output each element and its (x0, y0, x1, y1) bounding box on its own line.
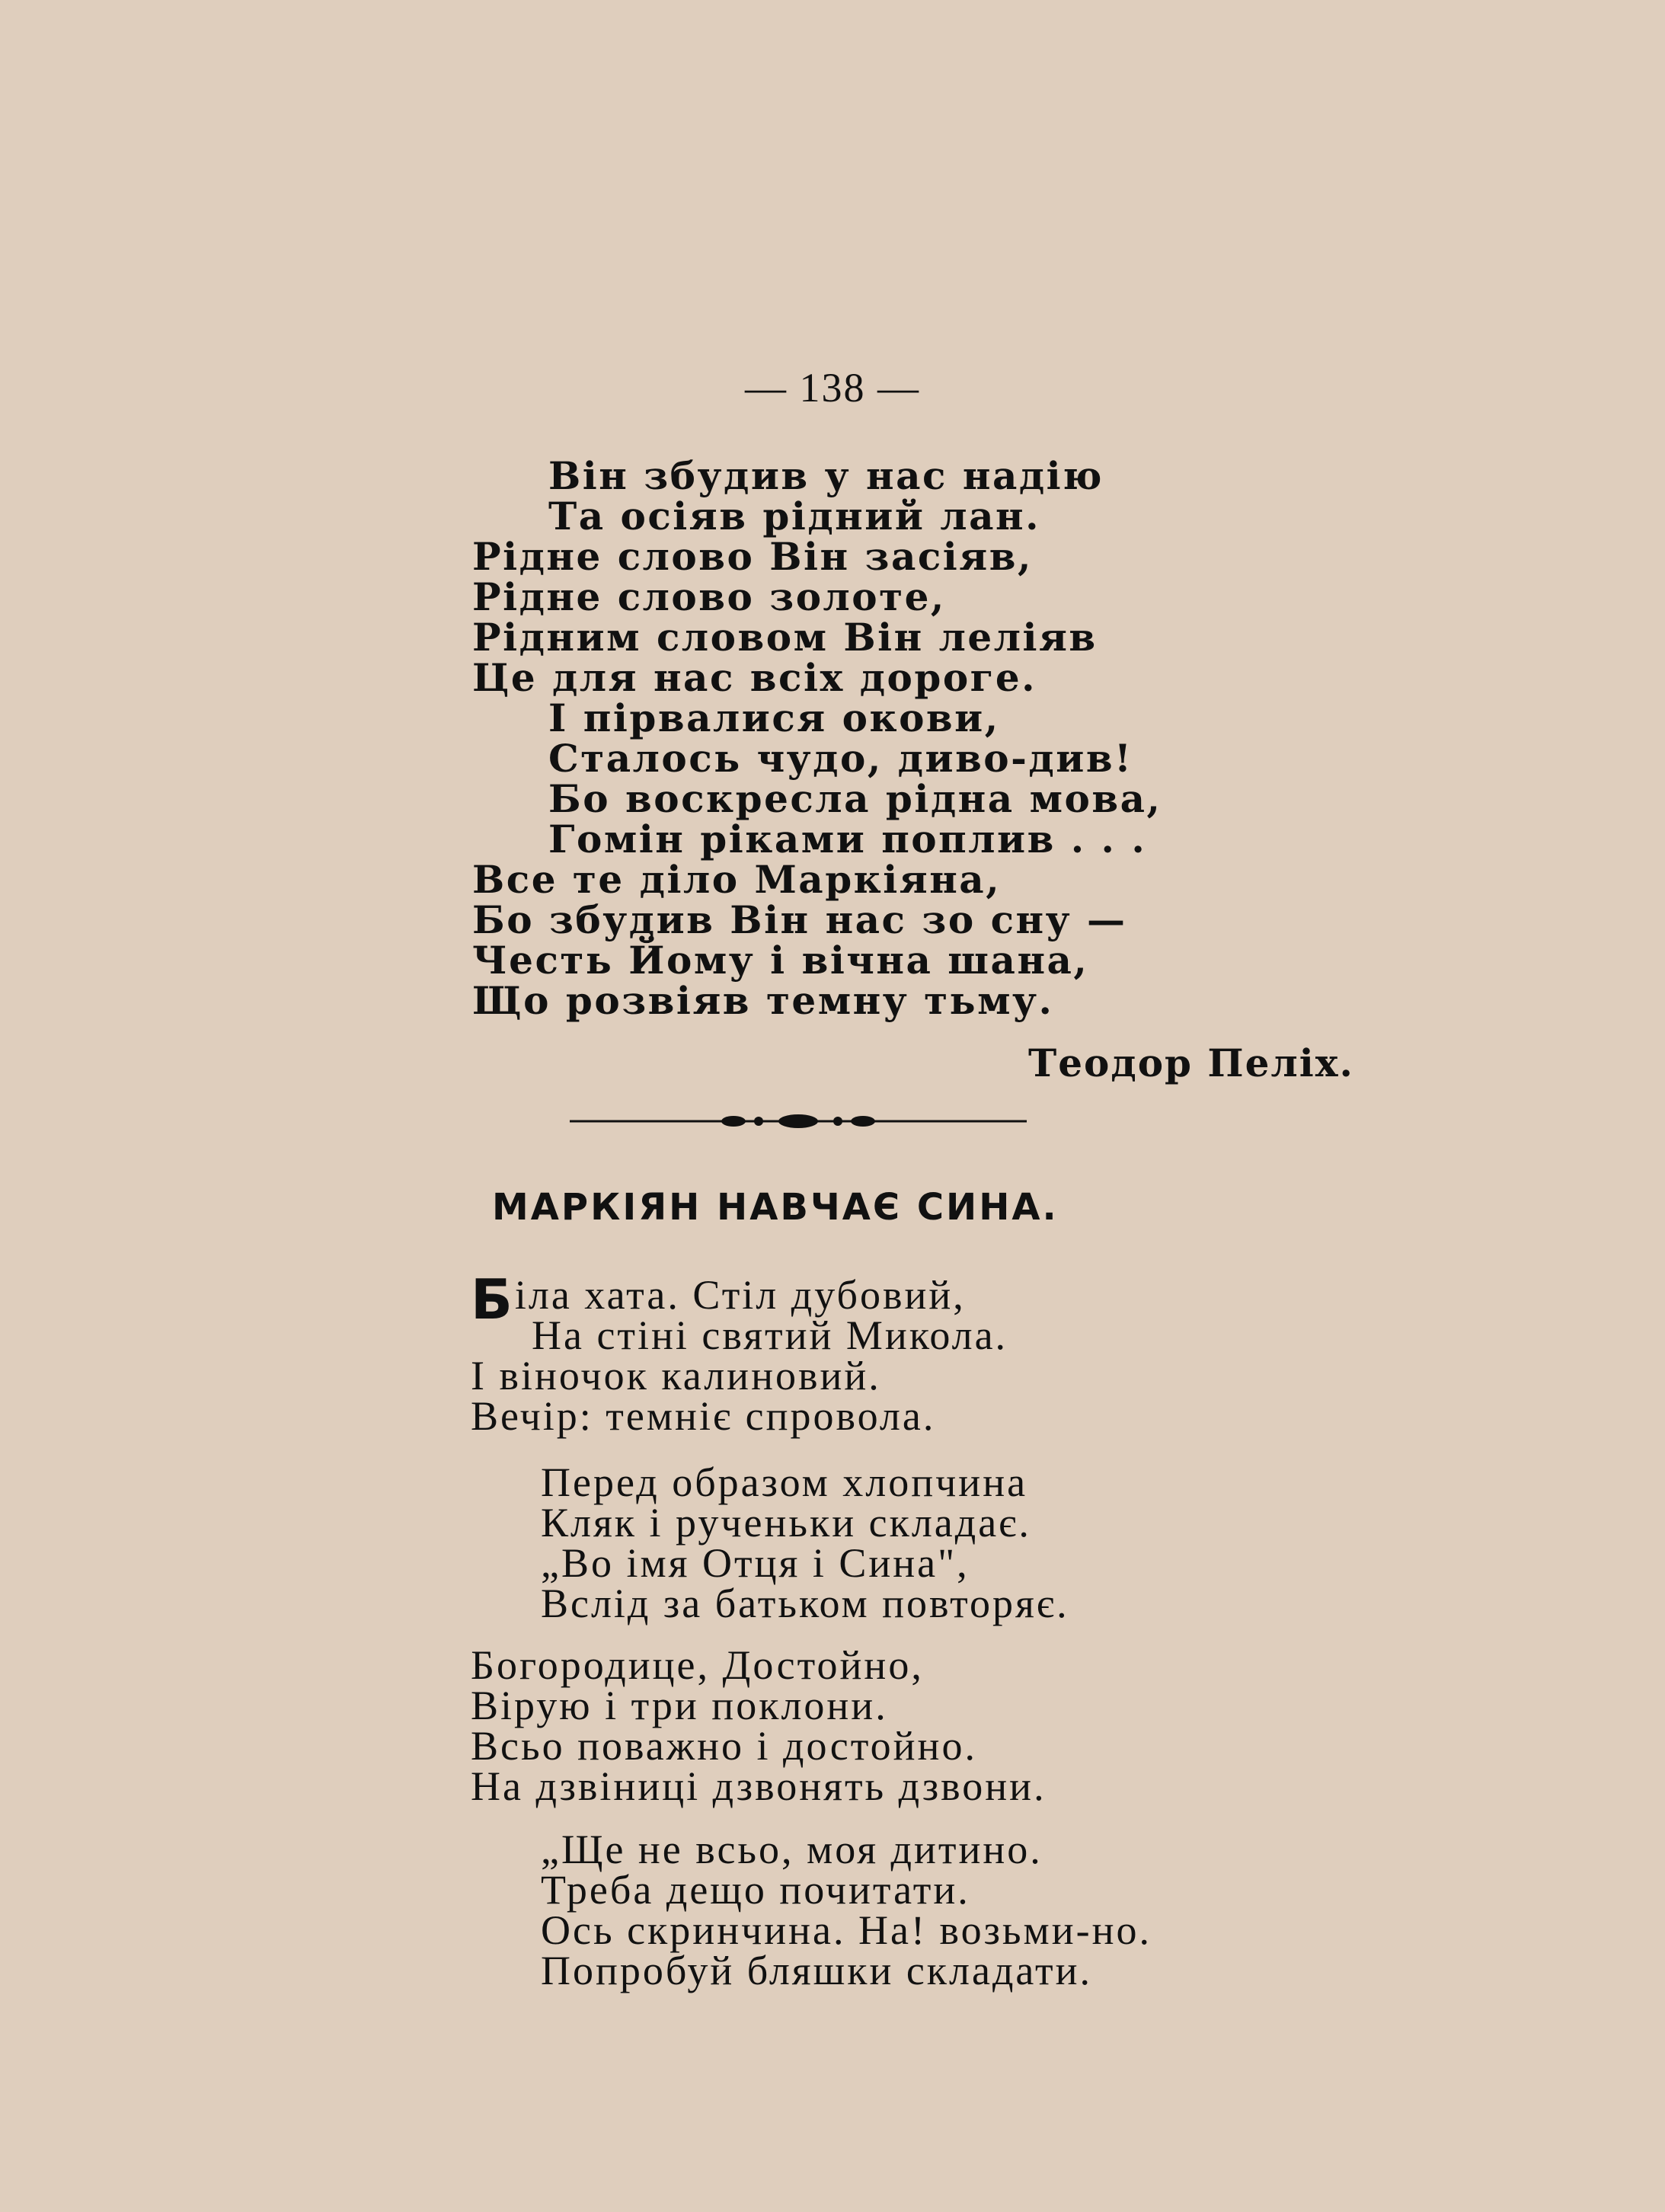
stanza-line: Ось скринчина. На! возьми-но. (541, 1907, 1152, 1953)
poem-line: Бо збудив Він нас зо сну — (472, 897, 1127, 942)
stanza-4 (541, 1827, 1152, 1993)
stanza-line: Богородице, Достойно, (471, 1642, 924, 1688)
poem-line: Все те діло Маркіяна, (472, 857, 1002, 902)
poem-line: Бо воскресла рідна мова, (548, 776, 1162, 821)
poem-line: Рідне слово Він засіяв, (472, 534, 1033, 579)
stanza-3 (471, 1642, 1047, 1809)
poem-line: Рідним словом Він леліяв (472, 615, 1098, 660)
poem-title: МАРКІЯН НАВЧАЄ СИНА. (492, 1186, 1059, 1229)
drop-cap: Б (471, 1267, 515, 1331)
stanza-line: Кляк і рученьки складає. (541, 1500, 1031, 1546)
poem-line: Що розвіяв темну тьму. (472, 978, 1054, 1023)
poem-line: Гомін ріками поплив . . . (548, 817, 1147, 861)
poem-line: І пірвалися окови, (548, 695, 1000, 740)
stanza-line: І віночок калиновий. (471, 1353, 881, 1398)
poem-author: Теодор Пеліх. (1028, 1040, 1354, 1085)
stanza-line: Вечір: темніє спровола. (471, 1393, 936, 1439)
stanza-line: На дзвіниці дзвонять дзвони. (471, 1763, 1047, 1809)
page-number: — 138 — (745, 365, 920, 411)
poem-line: Та осіяв рідний лан. (548, 494, 1040, 539)
stanza-line: На стіні святий Микола. (532, 1312, 1008, 1358)
stanza-line: Всьо поважно і достойно. (471, 1723, 977, 1769)
line-text: іла хата. Стіл дубовий, (514, 1272, 966, 1318)
poem-line: Це для нас всіх дороге. (472, 655, 1037, 700)
poem-line: Він збудив у нас надію (548, 453, 1104, 498)
ornamental-divider (570, 1106, 1027, 1136)
stanza-line: Вслід за батьком повторяє. (541, 1581, 1069, 1626)
stanza-line: Попробуй бляшки складати. (541, 1948, 1093, 1993)
poem-line: Честь Йому і вічна шана, (472, 938, 1089, 983)
poem-line: Рідне слово золоте, (472, 574, 946, 619)
poem-one (472, 453, 1162, 1023)
stanza-line: Перед образом хлопчина (541, 1459, 1028, 1505)
stanza-line: „Ще не всьо, моя дитино. (541, 1827, 1043, 1872)
stanza-line: Треба дещо почитати. (541, 1867, 970, 1913)
stanza-line (471, 1267, 1008, 1331)
stanza-line: Вірую і три поклони. (471, 1683, 888, 1728)
stanza-line: „Во імя Отця і Сина", (541, 1540, 970, 1586)
stanza-1 (471, 1267, 1008, 1439)
poem-line: Сталось чудо, диво-див! (548, 736, 1133, 781)
stanza-2 (541, 1459, 1069, 1626)
